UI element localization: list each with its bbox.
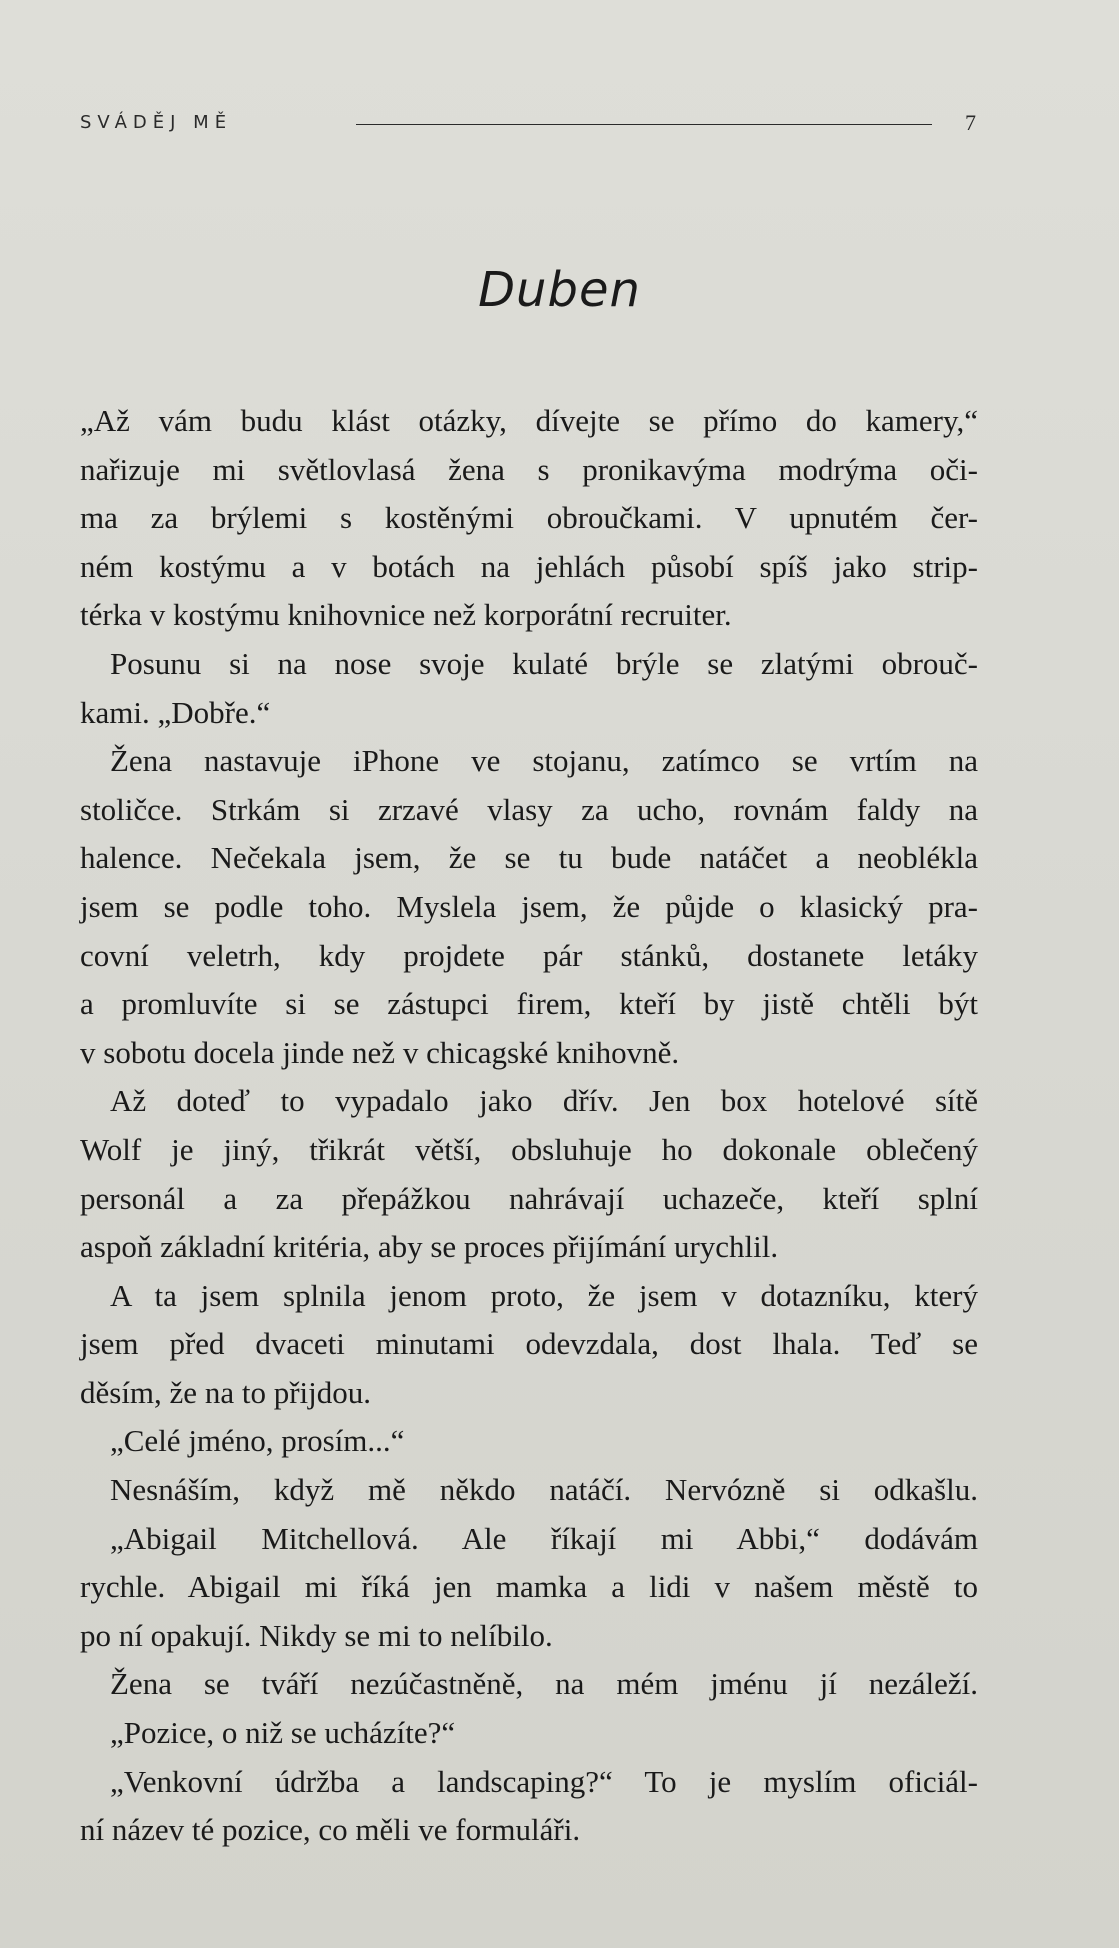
text-line: rychle. Abigail mi říká jen mamka a lidi v našem městě to (80, 1569, 978, 1605)
text-line: jsem před dvaceti minutami odevzdala, dost lhala. Teď se (80, 1326, 978, 1362)
text-line: Nesnáším, když mě někdo natáčí. Nervózně si odkašlu. (110, 1472, 978, 1508)
text-line: ma za brýlemi s kostěnými obroučkami. V upnutém čer- (80, 500, 978, 536)
header-rule (356, 124, 932, 125)
text-line: ném kostýmu a v botách na jehlách působí spíš jako strip- (80, 548, 978, 584)
page-number: 7 (965, 110, 976, 135)
text-line: „Až vám budu klást otázky, dívejte se přímo do kamery,“ (80, 403, 978, 438)
text-line: covní veletrh, kdy projdete pár stánků, dostanete letáky (80, 937, 978, 973)
text-line: a promluvíte si se zástupci firem, kteří by jistě chtěli být (80, 986, 978, 1022)
text-line: Až doteď to vypadalo jako dřív. Jen box hotelové sítě (110, 1083, 978, 1119)
text-line: jsem se podle toho. Myslela jsem, že půjde o klasický pra- (80, 888, 978, 924)
text-line: personál a za přepážkou nahrávají uchazeče, kteří splní (80, 1180, 978, 1216)
text-line: v sobotu docela jinde než v chicagské knihovně. (80, 1034, 680, 1070)
text-line: Wolf je jiný, třikrát větší, obsluhuje ho dokonale oblečený (80, 1131, 978, 1167)
text-line: děsím, že na to přijdou. (80, 1374, 371, 1410)
text-line: ní název té pozice, co měli ve formuláři. (80, 1812, 581, 1848)
chapter-title: Duben (478, 262, 641, 318)
text-line: A ta jsem splnila jenom proto, že jsem v dotazníku, který (110, 1277, 978, 1313)
text-line: nařizuje mi světlovlasá žena s pronikavýma modrýma oči- (80, 451, 978, 487)
text-line: stoličce. Strkám si zrzavé vlasy za ucho, rovnám faldy na (80, 791, 978, 827)
text-line: „Abigail Mitchellová. Ale říkají mi Abbi,“ dodávám (110, 1520, 978, 1556)
text-line: kami. „Dobře.“ (80, 694, 271, 730)
text-line: „Pozice, o niž se ucházíte?“ (110, 1715, 456, 1751)
text-line: halence. Nečekala jsem, že se tu bude natáčet a neoblékla (80, 840, 978, 876)
text-line: Žena nastavuje iPhone ve stojanu, zatímco se vrtím na (110, 743, 978, 779)
text-line: „Celé jméno, prosím...“ (110, 1423, 405, 1459)
text-line: térka v kostýmu knihovnice než korporátní recruiter. (80, 597, 732, 633)
text-line: „Venkovní údržba a landscaping?“ To je myslím oficiál- (110, 1763, 978, 1799)
text-line: Posunu si na nose svoje kulaté brýle se zlatými obrouč- (110, 645, 978, 681)
text-line: Žena se tváří nezúčastněně, na mém jménu jí nezáleží. (110, 1666, 978, 1702)
running-head: SVÁDĚJ MĚ (80, 112, 233, 133)
text-line: po ní opakují. Nikdy se mi to nelíbilo. (80, 1617, 553, 1653)
page-header (80, 108, 978, 138)
body-text (80, 397, 978, 1855)
text-line: aspoň základní kritéria, aby se proces přijímání urychlil. (80, 1229, 779, 1265)
